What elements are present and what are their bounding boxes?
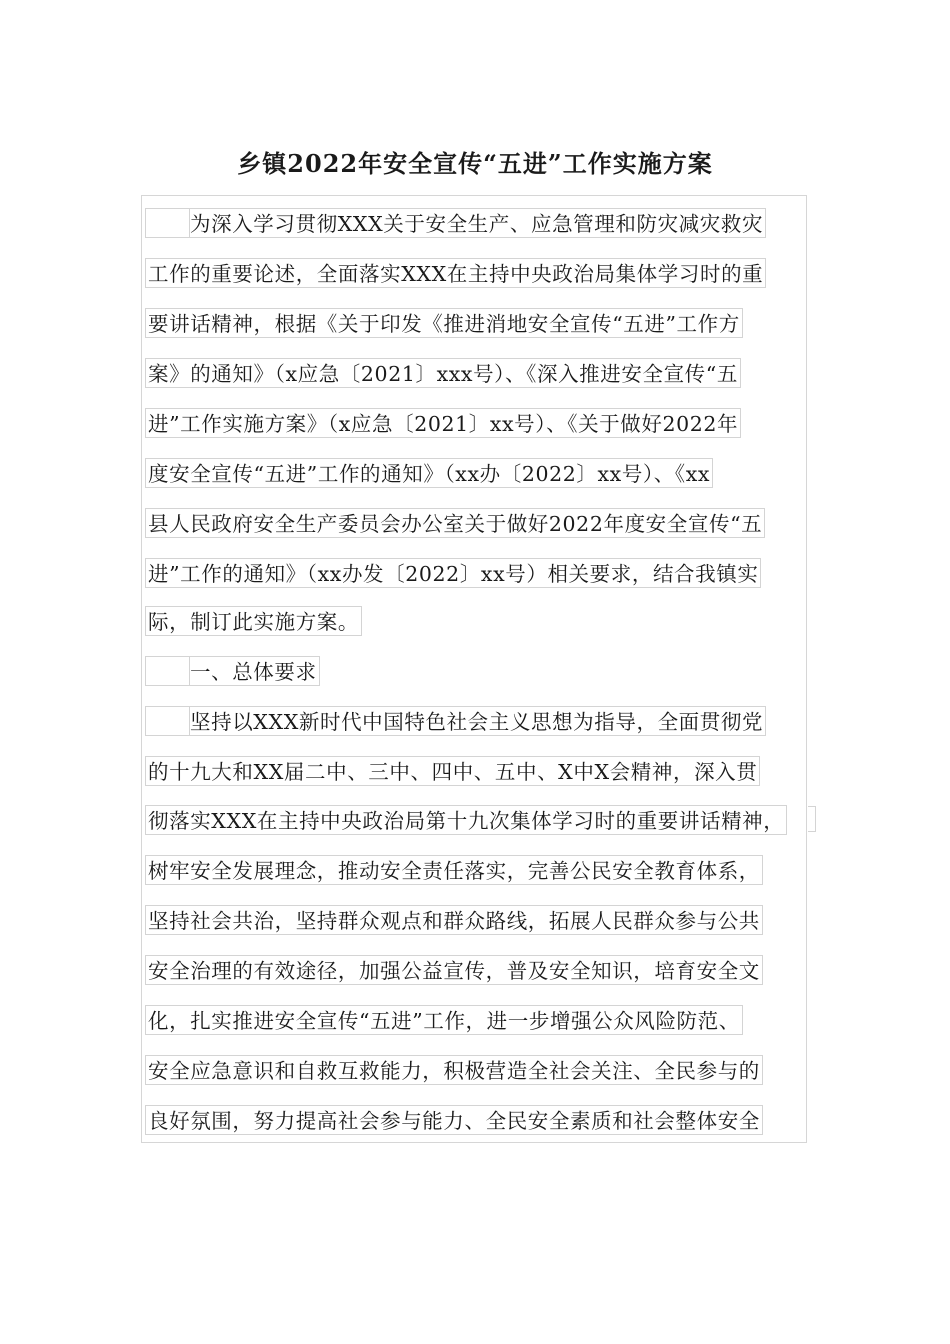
text-line-3: 要讲话精神，根据《关于印发《推进消地安全宣传“五进”工作方 bbox=[145, 308, 743, 338]
text-line-6: 度安全宣传“五进”工作的通知》（xx办〔2022〕xx号）、《xx bbox=[145, 458, 713, 488]
text-line-5: 进”工作实施方案》（x应急〔2021〕xx号）、《关于做好2022年 bbox=[145, 408, 741, 438]
text-line-7: 县人民政府安全生产委员会办公室关于做好2022年度安全宣传“五 bbox=[145, 508, 765, 538]
text-line-4: 案》的通知》（x应急〔2021〕xxx号）、《深入推进安全宣传“五 bbox=[145, 358, 741, 388]
text-line-11: 坚持以XXX新时代中国特色社会主义思想为指导，全面贯彻党 bbox=[145, 706, 766, 736]
text-line-18: 安全应急意识和自救互救能力，积极营造全社会关注、全民参与的 bbox=[145, 1055, 763, 1085]
text-line-9: 际，制订此实施方案。 bbox=[145, 606, 362, 636]
text-line-1: 为深入学习贯彻XXX关于安全生产、应急管理和防灾减灾救灾 bbox=[145, 208, 766, 238]
text-line-17: 化，扎实推进安全宣传“五进”工作，进一步增强公众风险防范、 bbox=[145, 1005, 743, 1035]
text-line-15: 坚持社会共治，坚持群众观点和群众路线，拓展人民群众参与公共 bbox=[145, 905, 763, 935]
text-line-16: 安全治理的有效途径，加强公益宣传，普及安全知识，培育安全文 bbox=[145, 955, 763, 985]
text-line-14: 树牢安全发展理念，推动安全责任落实，完善公民安全教育体系， bbox=[145, 855, 763, 885]
document-title: 乡镇2022年安全宣传“五进”工作实施方案 bbox=[237, 149, 713, 178]
text-line-2: 工作的重要论述，全面落实XXX在主持中央政治局集体学习时的重 bbox=[145, 258, 766, 288]
text-line-19: 良好氛围，努力提高社会参与能力、全民安全素质和社会整体安全 bbox=[145, 1105, 763, 1135]
text-line-8: 进”工作的通知》（xx办发〔2022〕xx号）相关要求，结合我镇实 bbox=[145, 558, 761, 588]
text-line-13: 彻落实XXX在主持中央政治局第十九次集体学习时的重要讲话精神， bbox=[145, 805, 787, 835]
text-line-12: 的十九大和XX届二中、三中、四中、五中、X中X会精神，深入贯 bbox=[145, 756, 760, 786]
section-heading-1: 一、总体要求 bbox=[145, 656, 320, 686]
overflow-marker bbox=[808, 806, 816, 832]
